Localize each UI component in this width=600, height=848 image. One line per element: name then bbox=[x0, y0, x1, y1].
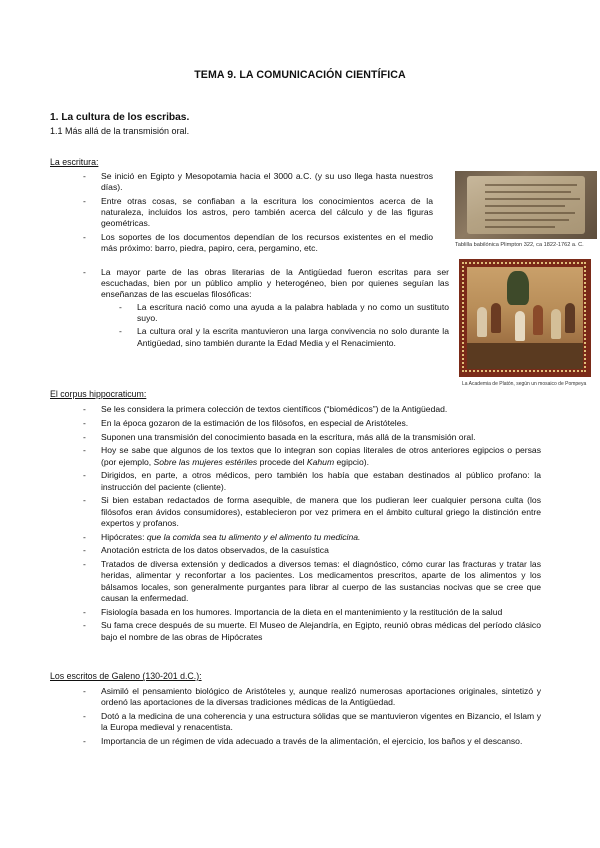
list-item: - Anotación estricta de los datos observados, de la casuística bbox=[83, 545, 541, 556]
list-item: - Entre otras cosas, se confiaban a la escritura los conocimientos acerca de la naturaleza, incluidos los astros, pero también acerca del cálculo y de las figuras geométricas. bbox=[83, 196, 433, 230]
list-item: - Dirigidos, en parte, a otros médicos, pero también los había que estaban destinados al público profano: la instrucción del paciente (cliente). bbox=[83, 470, 541, 492]
list-item: - Se inició en Egipto y Mesopotamia hacia el 3000 a.C. (y su uso llega hasta nuestros días). bbox=[83, 171, 433, 193]
plato-academy-mosaic-image bbox=[459, 259, 591, 377]
list-item: - Hipócrates: que la comida sea tu alimento y el alimento tu medicina. bbox=[83, 532, 541, 543]
escritura-list bbox=[83, 171, 433, 257]
sublist-item: - La escritura nació como una ayuda a la palabra hablada y no como un sustituto suyo. bbox=[119, 302, 449, 324]
list-item-text: La mayor parte de las obras literarias de la Antigüedad fueron escritas para ser escuchadas, bien por un público amplio y heterogéneo, bien por quienes seguían las enseñanzas de las escuelas filosóficas: bbox=[101, 267, 449, 300]
list-item: - Asimiló el pensamiento biológico de Aristóteles y, aunque realizó numerosas aportaciones originales, sintetizó y ordenó las aportaciones de la diversas tradiciones médicas de la Antigüedad. bbox=[83, 686, 541, 708]
subsection-title: 1.1 Más allá de la transmisión oral. bbox=[50, 126, 190, 136]
list-item: - Los soportes de los documentos dependían de los recursos existentes en el medio más próximo: barro, piedra, papiro, cera, pergamino, etc. bbox=[83, 232, 433, 254]
escritura-sublist bbox=[101, 302, 449, 349]
corpus-list bbox=[83, 404, 541, 645]
list-item: - Importancia de un régimen de vida adecuado a través de la alimentación, el ejercicio, los baños y el descanso. bbox=[83, 736, 541, 747]
list-item: - Se les considera la primera colección de textos científicos (“biomédicos”) de la Antigüedad. bbox=[83, 404, 541, 415]
tablet-caption: Tablilla babilónica Plimpton 322, ca 1822-1762 a. C. bbox=[455, 242, 584, 248]
list-item: - En la época gozaron de la estimación de los filósofos, en especial de Aristóteles. bbox=[83, 418, 541, 429]
mosaic-caption: La Academia de Platón, según un mosaico de Pompeya bbox=[462, 381, 587, 387]
list-item: - Si bien estaban redactados de forma asequible, de manera que los pudieran leer cualquier persona culta (los filósofos eran ávidos consumidores), establecieron por vez primera en el ámbito cultural griego la distinción entre expertos y profanos. bbox=[83, 495, 541, 529]
section-title: 1. La cultura de los escribas. bbox=[50, 112, 190, 123]
list-item bbox=[83, 267, 449, 349]
list-item: - Fisiología basada en los humores. Importancia de la dieta en el mantenimiento y la restitución de la salud bbox=[83, 607, 541, 618]
list-item: - Suponen una transmisión del conocimiento basada en la escritura, más allá de la transmisión oral. bbox=[83, 432, 541, 443]
sublist-item: - La cultura oral y la escrita mantuvieron una larga convivencia no solo durante la Antigüedad, sino también durante la Edad Media y el Renacimiento. bbox=[119, 326, 449, 348]
escritura-list-cont bbox=[83, 267, 449, 351]
list-item: - Dotó a la medicina de una coherencia y una estructura sólidas que se mantuvieron vigentes en Bizancio, el Islam y la Europa medieval y renacentista. bbox=[83, 711, 541, 733]
galeno-heading: Los escritos de Galeno (130-201 d.C.): bbox=[50, 671, 202, 681]
babylonian-tablet-image bbox=[455, 171, 597, 239]
page-title: TEMA 9. LA COMUNICACIÓN CIENTÍFICA bbox=[194, 69, 406, 81]
list-item: - Su fama crece después de su muerte. El Museo de Alejandría, en Egipto, reunió obras médicas del período clásico bajo el nombre de las obras de Hipócrates bbox=[83, 620, 541, 642]
list-item: - Hoy se sabe que algunos de los textos que lo integran son copias literales de otros anteriores egipcios o persas (por ejemplo, Sobre las mujeres estériles procede del Kahum egipcio). bbox=[83, 445, 541, 467]
corpus-heading: El corpus hippocraticum: bbox=[50, 389, 147, 399]
list-item: - Tratados de diversa extensión y dedicados a diversos temas: el diagnóstico, cómo curar las fracturas y tratar las heridas, alimentar y reconfortar a los pacientes. Los medicamentos prescritos, aparte de los alimentos y los bálsamos locales, son generalmente purgantes para librar al cuerpo de las sustancias nocivas que se cree que causan la enfermedad. bbox=[83, 559, 541, 604]
escritura-heading: La escritura: bbox=[50, 157, 99, 167]
galeno-list bbox=[83, 686, 541, 750]
